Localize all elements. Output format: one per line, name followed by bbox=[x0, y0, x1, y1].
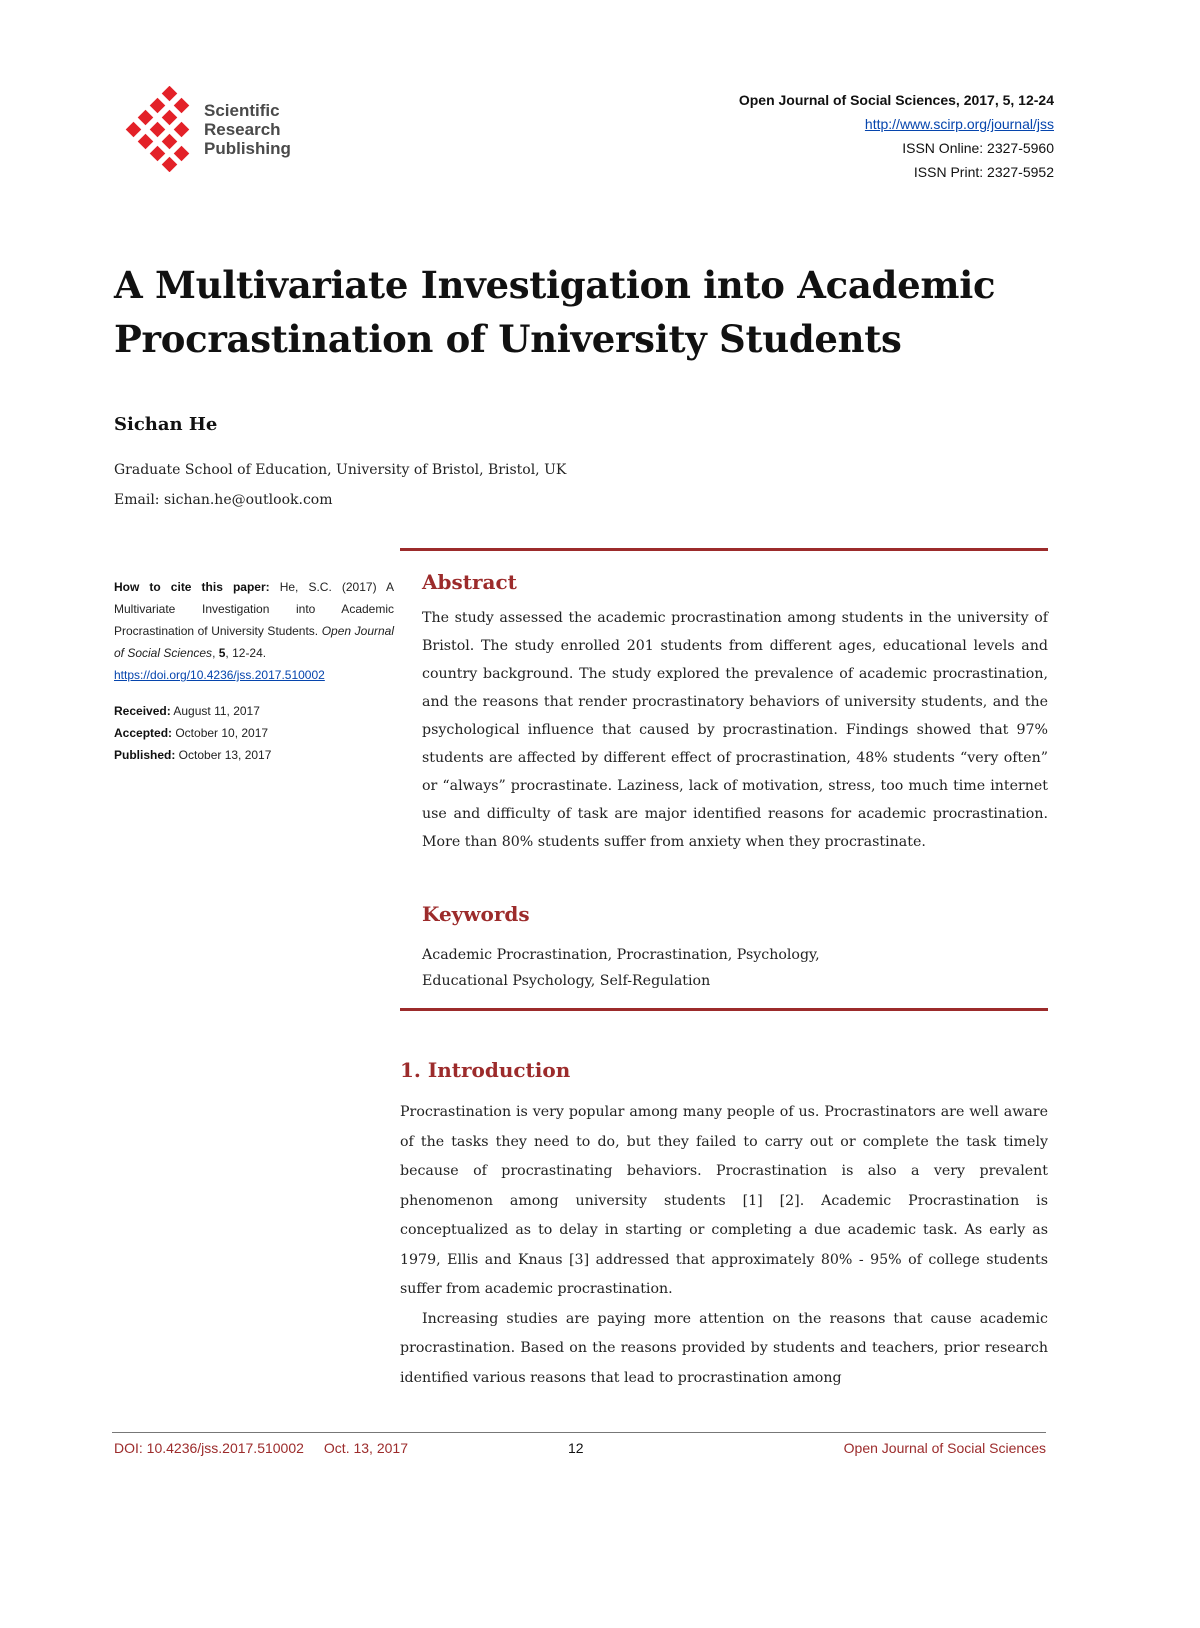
journal-url-link[interactable]: http://www.scirp.org/journal/jss bbox=[864, 116, 1054, 132]
cite-volume: 5 bbox=[218, 646, 226, 660]
abstract-text: The study assessed the academic procrastination among students in the university of Bristol. The study enrolled 201 students from different ages, educational levels and country background. The study explored the prevalence of academic procrastination, and the reasons that render procrastinatory behaviors of university students, and the psychological influence that caused by procrastination. Findings showed that 97% students are affected by different effect of procrastination, 48% students “very often” or “always” procrastinate. Laziness, lack of motivation, stress, too much time internet use and difficulty of task are major identified reasons for academic procrastination. More than 80% students suffer from anxiety when they procrastinate. bbox=[422, 610, 1048, 850]
cite-pages: , 12-24. bbox=[225, 646, 267, 660]
cite-sep: , bbox=[212, 646, 219, 660]
cite-journal: Open Journal of Social Sciences bbox=[114, 624, 395, 660]
paper-title bbox=[114, 258, 1074, 366]
abstract-bottom-rule bbox=[400, 1008, 1048, 1011]
logo-diamond bbox=[174, 146, 190, 162]
logo-diamond bbox=[138, 134, 154, 150]
intro-paragraph: Procrastination is very popular among many people of us. Procrastinators are well aware of the tasks they need to do, but they failed to carry out or complete the task timely because of procrastinating behaviors. Procrastination is also a very prevalent phenomenon among university students [1] [2]. Academic Procrastination is conceptualized as to delay in starting or completing a due academic task. As early as 1979, Ellis and Knaus [3] addressed that approximately 80% - 95% of college students suffer from academic procrastination. bbox=[400, 1104, 1048, 1297]
logo-diamond bbox=[162, 134, 178, 150]
logo-diamond bbox=[162, 110, 178, 126]
logo-diamond bbox=[162, 86, 178, 101]
keywords-text bbox=[422, 942, 1048, 994]
logo-diamond bbox=[162, 157, 178, 172]
abstract-heading: Abstract bbox=[422, 570, 517, 594]
introduction-heading: 1. Introduction bbox=[400, 1058, 571, 1082]
title-line: A Multivariate Investigation into Academic bbox=[114, 263, 996, 307]
author-name: Sichan He bbox=[114, 414, 218, 435]
accepted-value: October 10, 2017 bbox=[172, 726, 269, 740]
published-label: Published: bbox=[114, 748, 176, 762]
how-to-cite bbox=[114, 576, 394, 686]
logo-diamond bbox=[138, 110, 154, 126]
journal-citation: Open Journal of Social Sciences, 2017, 5, 12-24 bbox=[738, 92, 1054, 108]
author-affiliation: Graduate School of Education, University of Bristol, Bristol, UK bbox=[114, 462, 567, 478]
abstract-top-rule bbox=[400, 548, 1048, 551]
issn-online: ISSN Online: 2327-5960 bbox=[902, 140, 1054, 156]
footer-date: Oct. 13, 2017 bbox=[323, 1440, 408, 1456]
dates-block bbox=[114, 700, 394, 766]
citation-sidebar bbox=[114, 576, 394, 766]
journal-info bbox=[739, 88, 1054, 184]
logo-diamond bbox=[150, 146, 166, 162]
logo-diamond bbox=[126, 122, 142, 138]
keywords-line: Educational Psychology, Self-Regulation bbox=[422, 973, 711, 989]
logo-diamond bbox=[150, 122, 166, 138]
accepted-date bbox=[114, 722, 394, 744]
publisher-name-line: Scientific bbox=[204, 101, 280, 120]
cite-text: He, S.C. (2017) A Multivariate Investigation into Academic Procrastination of University Students. bbox=[114, 580, 394, 638]
title-line: Procrastination of University Students bbox=[114, 317, 902, 361]
published-date bbox=[114, 744, 394, 766]
publisher-name-line: Publishing bbox=[204, 139, 291, 158]
footer-doi: DOI: 10.4236/jss.2017.510002 bbox=[114, 1440, 304, 1456]
intro-paragraph: Increasing studies are paying more attention on the reasons that cause academic procrastination. Based on the reasons provided by students and teachers, prior research identified various reasons that lead to procrastination among bbox=[400, 1310, 1048, 1386]
issn-print: ISSN Print: 2327-5952 bbox=[913, 164, 1054, 180]
published-value: October 13, 2017 bbox=[175, 748, 272, 762]
logo-diamond bbox=[174, 122, 190, 138]
received-value: August 11, 2017 bbox=[170, 704, 260, 718]
keywords-heading: Keywords bbox=[422, 902, 530, 926]
publisher-name-line: Research bbox=[204, 120, 281, 139]
footer-journal: Open Journal of Social Sciences bbox=[843, 1440, 1046, 1456]
cite-label: How to cite this paper: bbox=[114, 580, 270, 594]
footer-rule bbox=[112, 1432, 1046, 1433]
publisher-logo bbox=[118, 86, 192, 172]
page-number: 12 bbox=[568, 1440, 584, 1456]
publisher-name bbox=[204, 101, 291, 158]
logo-diamond bbox=[150, 98, 166, 114]
logo-diamond bbox=[174, 98, 190, 114]
cite-doi-link[interactable]: https://doi.org/10.4236/jss.2017.510002 bbox=[114, 668, 325, 682]
introduction-body bbox=[400, 1098, 1048, 1393]
received-label: Received: bbox=[114, 704, 171, 718]
received-date bbox=[114, 700, 394, 722]
footer-doi-date bbox=[114, 1440, 408, 1456]
keywords-line: Academic Procrastination, Procrastination, Psychology, bbox=[422, 947, 820, 963]
author-email: Email: sichan.he@outlook.com bbox=[114, 492, 333, 508]
accepted-label: Accepted: bbox=[114, 726, 173, 740]
